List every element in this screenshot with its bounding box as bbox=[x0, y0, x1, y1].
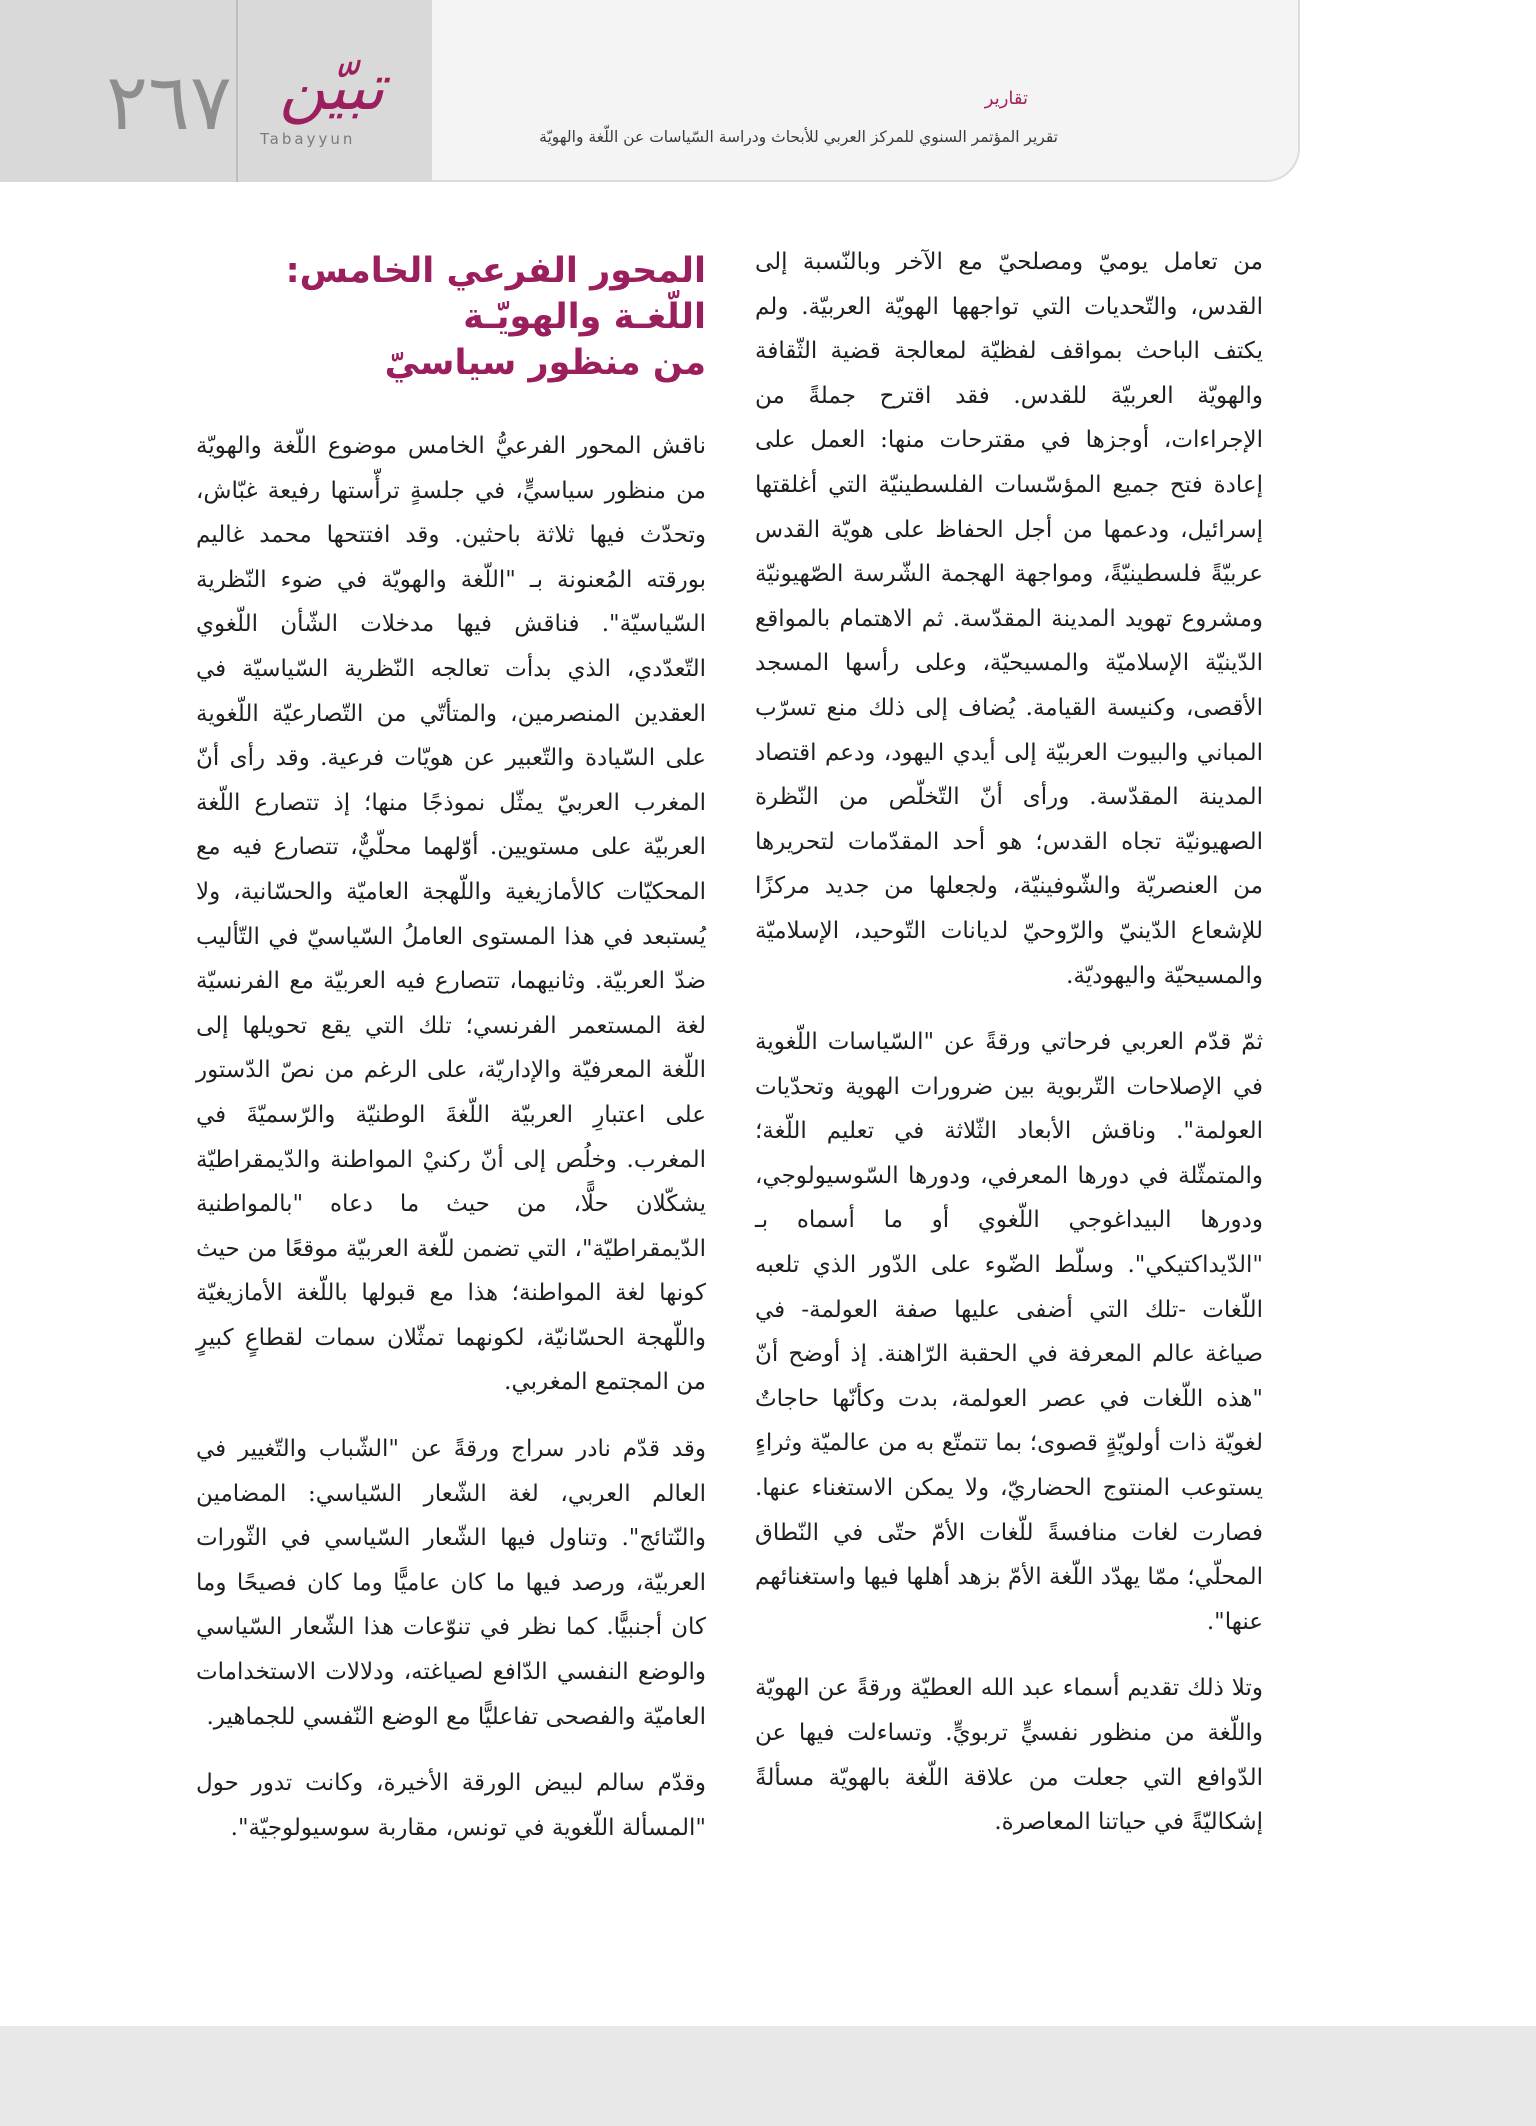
paragraph: وقدّم سالم لبيض الورقة الأخيرة، وكانت تدور حول "المسألة اللّغوية في تونس، مقاربة سوسيولوجيّة". bbox=[196, 1770, 706, 1841]
left-text-column bbox=[196, 234, 706, 1872]
right-text-column bbox=[755, 240, 1263, 1867]
logo-latin-text: Tabayyun bbox=[260, 130, 356, 148]
heading-line: المحور الفرعي الخامس: bbox=[285, 251, 706, 291]
page-number: ٢٦٧ bbox=[106, 58, 232, 148]
footer-band bbox=[0, 2026, 1536, 2126]
magazine-logo bbox=[252, 48, 412, 158]
page-header bbox=[0, 0, 1300, 182]
paragraph: وقد قدّم نادر سراج ورقةً عن "الشّباب والتّغيير في العالم العربي، لغة الشّعار السّياسي: المضامين والنّتائج". وتناول فيها الشّعار السّياسي في الثّورات العربيّة، ورصد فيها ما كان عاميًّا وما كان فصيحًا وما كان أجنبيًّا. كما نظر في تنوّعات هذا الشّعار السّياسي والوضع النفسي الدّافع لصياغته، ودلالات الاستخدامات العاميّة والفصحى تفاعليًّا مع الوضع النّفسي للجماهير. bbox=[196, 1436, 706, 1730]
section-heading bbox=[196, 248, 706, 386]
paragraph: ثمّ قدّم العربي فرحاتي ورقةً عن "السّياسات اللّغوية في الإصلاحات التّربوية بين ضرورات الهوية وتحدّيات العولمة". وناقش الأبعاد الثّلاثة في تعليم اللّغة؛ والمتمثّلة في دورها المعرفي، ودورها السّوسيولوجي، ودورها البيداغوجي اللّغوي أو ما أسماه بـ "الدّيداكتيكي". وسلّط الضّوء على الدّور الذي تلعبه اللّغات -تلك التي أضفى عليها صفة العولمة- في صياغة عالم المعرفة في الحقبة الرّاهنة. إذ أوضح أنّ "هذه اللّغات في عصر العولمة، بدت وكأنّها حاجاتٌ لغويّة ذات أولويّةٍ قصوى؛ بما تتمتّع به من عالميّة وثراءٍ يستوعب المنتوج الحضاريّ، ولا يمكن الاستغناء عنها. فصارت لغات منافسةً للّغات الأمّ حتّى في النّطاق المحلّي؛ ممّا يهدّد اللّغة الأمّ بزهد أهلها فيها واستغنائهم عنها". bbox=[755, 1029, 1264, 1635]
logo-arabic-text: تبيّن bbox=[279, 51, 385, 125]
paragraph: ناقش المحور الفرعيُّ الخامس موضوع اللّغة والهويّة من منظور سياسيٍّ، في جلسةٍ ترأّستها رفيعة غبّاش، وتحدّث فيها ثلاثة باحثين. وقد افتتحها محمد غاليم بورقته المُعنونة بـ "اللّغة والهويّة في ضوء النّظرية السّياسيّة". فناقش فيها مدخلات الشّأن اللّغوي التّعدّدي، الذي بدأت تعالجه النّظرية السّياسيّة في العقدين المنصرمين، والمتأتّي من التّصارعيّة اللّغوية على السّيادة والتّعبير عن هويّات فرعية. وقد رأى أنّ المغرب العربيّ يمثّل نموذجًا منها؛ إذ تتصارع اللّغة العربيّة على مستويين. أوّلهما محلّيٌّ، تتصارع فيه مع المحكيّات كالأمازيغية واللّهجة العاميّة والحسّانية، ولا يُستبعد في هذا المستوى العاملُ السّياسيّ في التّأليب ضدّ العربيّة. وثانيهما، تتصارع فيه العربيّة مع الفرنسيّة لغة المستعمر الفرنسي؛ تلك التي يقع تحويلها إلى اللّغة المعرفيّة والإداريّة، على الرغم من نصّ الدّستور على اعتبارِ العربيّة اللّغةَ الوطنيّة والرّسميّةَ في المغرب. وخلُص إلى أنّ ركنيْ المواطنة والدّيمقراطيّة يشكّلان حلًّا، من حيث ما دعاه "بالمواطنية الدّيمقراطيّة"، التي تضمن للّغة العربيّة موقعًا من حيث كونها لغة المواطنة؛ هذا مع قبولها باللّغة الأمازيغيّة واللّهجة الحسّانيّة، لكونهما تمثّلان سمات لقطاعٍ كبيرٍ من المجتمع المغربي. bbox=[196, 433, 707, 1396]
heading-line: اللّغـة والهويّـة bbox=[463, 297, 706, 337]
report-title: تقرير المؤتمر السنوي للمركز العربي للأبحاث ودراسة السّياسات عن اللّغة والهويّة bbox=[539, 128, 1058, 146]
heading-line: من منظور سياسيّ bbox=[384, 343, 706, 383]
paragraph: من تعامل يوميّ ومصلحيّ مع الآخر وبالنّسبة إلى القدس، والتّحديات التي تواجهها الهويّة العربيّة. ولم يكتف الباحث بمواقف لفظيّة لمعالجة قضية الثّقافة والهويّة العربيّة للقدس. فقد اقترح جملةً من الإجراءات، أوجزها في مقترحات منها: العمل على إعادة فتح جميع المؤسّسات الفلسطينيّة التي أغلقتها إسرائيل، ودعمها من أجل الحفاظ على هويّة القدس عربيّةً فلسطينيّةً، ومواجهة الهجمة الشّرسة الصّهيونيّة ومشروع تهويد المدينة المقدّسة. ثم الاهتمام بالمواقع الدّينيّة الإسلاميّة والمسيحيّة، وعلى رأسها المسجد الأقصى، وكنيسة القيامة. يُضاف إلى ذلك منع تسرّب المباني والبيوت العربيّة إلى أيدي اليهود، ودعم اقتصاد المدينة المقدّسة. ورأى أنّ التّخلّص من النّظرة الصهيونيّة تجاه القدس؛ هو أحد المقدّمات لتحريرها من العنصريّة والشّوفينيّة، ولجعلها من جديد مركزًا للإشعاع الدّينيّ والرّوحيّ لديانات التّوحيد، الإسلاميّة والمسيحيّة واليهوديّة. bbox=[755, 249, 1263, 989]
logo-panel bbox=[0, 0, 432, 182]
logo-divider bbox=[236, 0, 238, 182]
paragraph: وتلا ذلك تقديم أسماء عبد الله العطيّة ورقةً عن الهويّة واللّغة من منظور نفسيٍّ تربويٍّ. وتساءلت فيها عن الدّوافع التي جعلت من علاقة اللّغة بالهويّة مسألةً إشكاليّةً في حياتنا المعاصرة. bbox=[755, 1675, 1263, 1836]
section-label: تقارير bbox=[984, 88, 1028, 109]
